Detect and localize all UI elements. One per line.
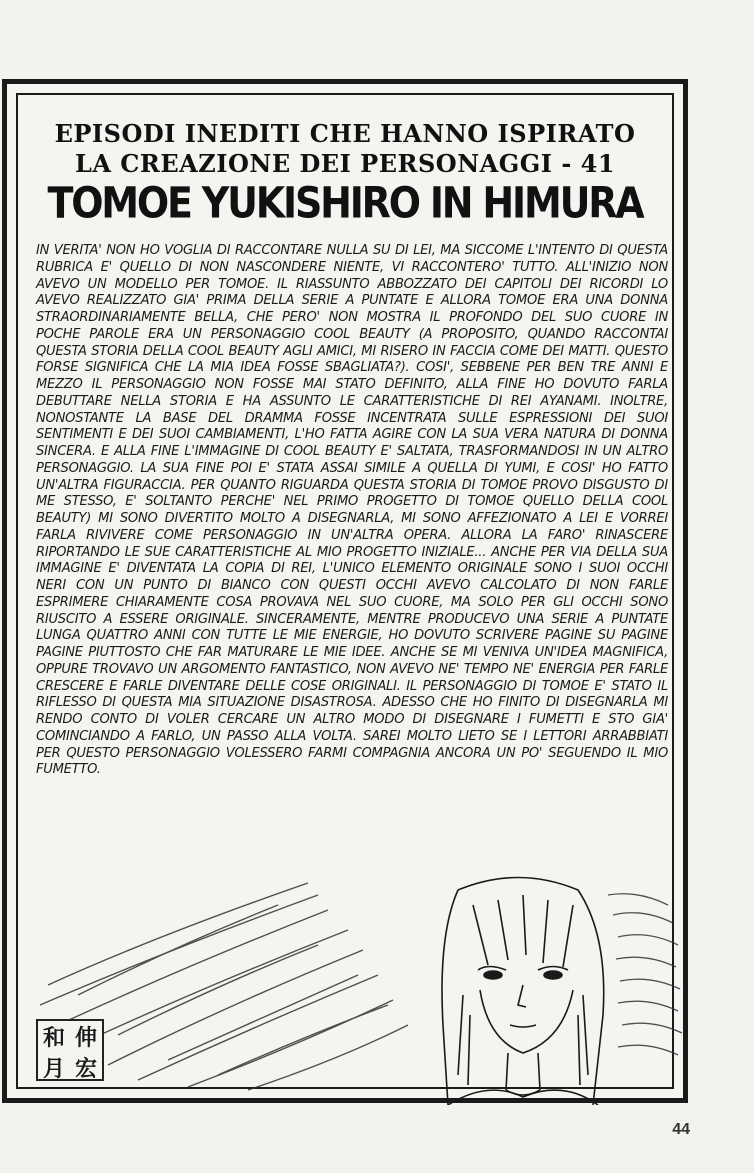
sketch-illustration [18, 875, 690, 1105]
body-text: IN VERITA' NON HO VOGLIA DI RACCONTARE NULLA SU DI LEI, MA SICCOME L'INTENTO DI QUESTA RUBRICA E' QUELLO DI NON NASCONDERE NIENTE, VI RACCONTERO' TUTTO. ALL'INIZIO NON AVEVO UN MODELLO PER TOMOE. IL RIASSUNTO ABBOZZATO DEI CAPITOLI DEI RICORDI LO AVEVO REALIZZATO GIA' PRIMA DELLA SERIE A PUNTATE E ALLORA TOMOE ERA UNA DONNA STRAORDINARIAMENTE BELLA, CHE PERO' NON MOSTRA IL PROFONDO DEL SUO CUORE IN POCHE PAROLE ERA UN PERSONAGGIO COOL BEAUTY (A PROPOSITO, QUANDO RACCONTAI QUESTA STORIA DELLA COOL BEAUTY AGLI AMICI, MI RISERO IN FACCIA COME DEI MATTI. QUESTO FORSE SIGNIFICA CHE LA MIA IDEA FOSSE SBAGLIATA?). COSI', SEBBENE PER BEN TRE ANNI E MEZZO IL PERSONAGGIO NON FOSSE MAI STATO DEFINITO, ALLA FINE HO DOVUTO FARLA DEBUTTARE NELLA STORIA E HA ASSUNTO LE CARATTERISTICHE DI REI AYANAMI. INOLTRE, NONOSTANTE LA BASE DEL DRAMMA FOSSE INCENTRATA SULLE ESPRESSIONI DEI SUOI SENTIMENTI E DEI SUOI CAMBIAMENTI, L'HO FATTA AGIRE CON LA SUA VERA NATURA DI DONNA SINCERA. E ALLA FINE L'IMMAGINE DI COOL BEAUTY E' SALTATA, TRASFORMANDOSI IN UN ALTRO PERSONAGGIO. LA SUA FINE POI E' STATA ASSAI SIMILE A QUELLA DI YUMI, E COSI' HO FATTO UN'ALTRA FIGURACCIA. PER QUANTO RIGUARDA QUESTA STORIA DI TOMOE PROVO DISGUSTO DI ME STESSO, E' SOLTANTO PERCHE' NEL PRIMO PROGETTO DI TOMOE QUELLO DELLA COOL BEAUTY) MI SONO DIVERTITO MOLTO A DISEGNARLA, MI SONO AFFEZIONATO A LEI E VORREI FARLA RIVIVERE COME PERSONAGGIO IN UN'ALTRA OPERA. ALLORA LA FARO' RINASCERE RIPORTANDO LE SUE CARATTERISTICHE AL MIO PROGETTO INIZIALE... ANCHE PER VIA DELLA SUA IMMAGINE E' DIVENTATA LA COPIA DI REI, L'UNICO ELEMENTO ORIGINALE SONO I SUOI OCCHI NERI CON UN PUNTO DI BIANCO CON QUESTI OCCHI AVEVO CALCOLATO DI NON FARLE ESPRIMERE CHIARAMENTE COSA PROVAVA NEL SUO CUORE, MA SOLO PER GLI OCCHI SONO RIUSCITO A ESSERE ORIGINALE. SINCERAMENTE, MENTRE PRODUCEVO UNA SERIE A PUNTATE LUNGA QUATTRO ANNI CON TUTTE LE MIE ENERGIE, HO DOVUTO SCRIVERE PAGINE SU PAGINE PAGINE PIUTTOSTO CHE FAR MATURARE LE MIE IDEE. ANCHE SE MI VENIVA UN'IDEA MAGNIFICA, OPPURE TROVAVO UN ARGOMENTO FANTASTICO, NON AVEVO NE' TEMPO NE' ENERGIA PER FARLE CRESCERE E FARLE DIVENTARE DELLE COSE ORIGINALI. IL PERSONAGGIO DI TOMOE E' STATO IL RIFLESSO DI QUESTA MIA SITUAZIONE DISASTROSA. ADESSO CHE HO FINITO DI DISEGNARLA MI RENDO CONTO DI VOLER CERCARE UN ALTRO MODO DI DISEGNARE I FUMETTI E STO GIA' COMINCIANDO A FARLO, UN PASSO ALLA VOLTA. SAREI MOLTO LIETO SE I LETTORI ARRABBIATI PER QUESTO PERSONAGGIO VOLESSERO FARMI COMPAGNIA ANCORA UN PO' SEGUENDO IL MIO FUMETTO. [36, 243, 668, 778]
header-line-1: EPISODI INEDITI CHE HANNO ISPIRATO [54, 119, 636, 148]
page-title: TOMOE YUKISHIRO IN HIMURA [47, 178, 643, 228]
seal-char: 和 [42, 1025, 65, 1051]
speed-lines-right [608, 894, 682, 1055]
seal-char: 月 [42, 1056, 65, 1082]
page-number: 44 [672, 1121, 690, 1138]
author-seal [36, 1019, 104, 1081]
inner-frame [16, 93, 674, 1089]
character-sketch [442, 878, 604, 1106]
seal-char: 伸 [74, 1025, 97, 1051]
page-frame [2, 79, 688, 1103]
header-line-2: LA CREAZIONE DEI PERSONAGGI - 41 [74, 149, 616, 178]
seal-char: 宏 [74, 1056, 97, 1082]
